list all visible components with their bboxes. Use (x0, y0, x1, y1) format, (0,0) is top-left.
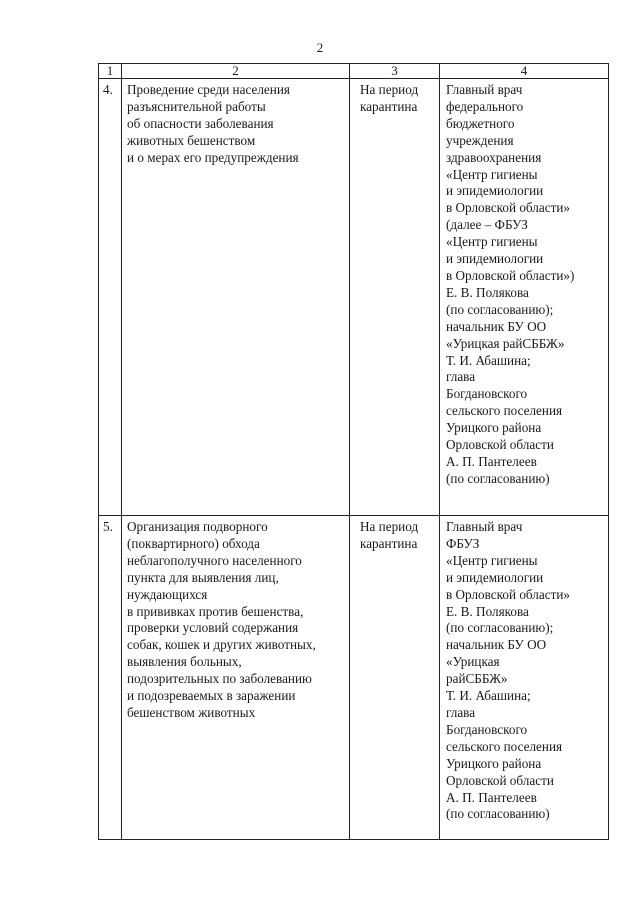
text-line: бешенством животных (127, 704, 256, 720)
text-line: (поквартирного) обхода (127, 535, 260, 551)
text-line: Организация подворного (127, 519, 268, 534)
text-line: в Орловской области» (446, 200, 571, 216)
text-line: Главный врач (446, 82, 523, 97)
text-line: Главный врач (446, 519, 523, 534)
text-line: и эпидемиологии (446, 251, 544, 267)
text-line: федерального (446, 98, 524, 114)
text-line: (по согласованию) (446, 806, 550, 822)
text-line: и подозреваемых в заражении (127, 688, 296, 704)
text-line: (по согласованию) (446, 470, 550, 486)
responsible-cell (440, 79, 609, 516)
text-line: райСББЖ» (446, 671, 508, 687)
row-number: 5. (99, 516, 122, 840)
text-line: Е. В. Полякова (446, 284, 529, 300)
text-line: бюджетного (446, 115, 515, 131)
text-line: животных бешенством (127, 132, 256, 148)
text-line: А. П. Пантелеев (446, 453, 537, 469)
text-line: и эпидемиологии (446, 569, 544, 585)
table-header-row (99, 64, 609, 79)
table-row (99, 516, 609, 840)
text-line: проверки условий содержания (127, 620, 299, 636)
text-line: (далее – ФБУЗ (446, 217, 528, 233)
text-line: глава (446, 704, 476, 720)
text-line: Урицкого района (446, 755, 542, 771)
activity-cell (122, 516, 350, 840)
text-line: А. П. Пантелеев (446, 789, 537, 805)
table-row (99, 79, 609, 516)
column-number-1: 1 (99, 64, 122, 79)
column-number-2: 2 (122, 64, 350, 79)
text-line: карантина (360, 535, 418, 551)
text-line: глава (446, 369, 476, 385)
text-line: начальник БУ ОО (446, 637, 547, 653)
text-line: Богдановского (446, 721, 528, 737)
period-cell (350, 79, 440, 516)
text-line: «Центр гигиены (446, 234, 538, 250)
text-line: «Урицкая райСББЖ» (446, 335, 565, 351)
text-line: собак, кошек и других животных, (127, 637, 316, 653)
text-line: неблагополучного населенного (127, 552, 302, 568)
text-line: (по согласованию); (446, 620, 554, 636)
text-line: в прививках против бешенства, (127, 603, 304, 619)
text-line: разъяснительной работы (127, 98, 266, 114)
text-line: Богдановского (446, 386, 528, 402)
text-line: и о мерах его предупреждения (127, 149, 299, 165)
text-line: об опасности заболевания (127, 115, 274, 131)
responsible-cell (440, 516, 609, 840)
text-line: Т. И. Абашина; (446, 352, 531, 368)
text-line: «Центр гигиены (446, 166, 538, 182)
period-cell (350, 516, 440, 840)
text-line: здравоохранения (446, 149, 542, 165)
row-number: 4. (99, 79, 122, 516)
column-number-4: 4 (440, 64, 609, 79)
text-line: Проведение среди населения (127, 82, 290, 97)
text-line: сельского поселения (446, 403, 563, 419)
column-number-3: 3 (350, 64, 440, 79)
text-line: «Урицкая (446, 654, 500, 670)
text-line: Т. И. Абашина; (446, 688, 531, 704)
text-line: пункта для выявления лиц, (127, 569, 279, 585)
activity-cell (122, 79, 350, 516)
text-line: нуждающихся (127, 586, 208, 602)
text-line: в Орловской области» (446, 586, 571, 602)
text-line: На период (360, 519, 419, 534)
text-line: карантина (360, 98, 418, 114)
measures-table (98, 63, 609, 840)
text-line: ФБУЗ (446, 535, 480, 551)
text-line: (по согласованию); (446, 301, 554, 317)
text-line: Е. В. Полякова (446, 603, 529, 619)
text-line: начальник БУ ОО (446, 318, 547, 334)
text-line: учреждения (446, 132, 514, 148)
text-line: подозрительных по заболеванию (127, 671, 312, 687)
text-line: Орловской области (446, 437, 554, 453)
text-line: выявления больных, (127, 654, 242, 670)
page-number: 2 (316, 40, 324, 55)
text-line: Урицкого района (446, 420, 542, 436)
text-line: Орловской области (446, 772, 554, 788)
text-line: На период (360, 82, 419, 97)
text-line: «Центр гигиены (446, 552, 538, 568)
text-line: в Орловской области») (446, 267, 575, 283)
text-line: и эпидемиологии (446, 183, 544, 199)
text-line: сельского поселения (446, 738, 563, 754)
